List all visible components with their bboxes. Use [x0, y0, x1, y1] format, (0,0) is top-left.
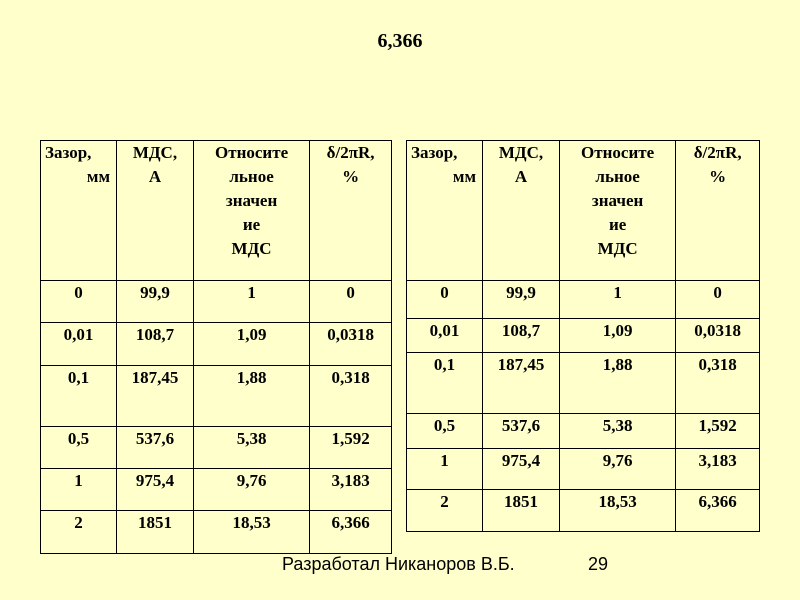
- page-number: 29: [588, 554, 609, 574]
- header-relative-line-1: Относите: [215, 143, 289, 162]
- cell-relative: 5,38: [193, 427, 309, 469]
- header-delta-line-1: δ/2πR,: [326, 143, 375, 162]
- header-mmf: [117, 141, 194, 281]
- cell-mmf: 537,6: [483, 414, 560, 449]
- cell-gap: 0: [41, 281, 117, 323]
- table-row: [41, 427, 392, 469]
- cell-delta: 3,183: [310, 469, 392, 511]
- cell-gap: 0,5: [41, 427, 117, 469]
- cell-mmf: 99,9: [483, 281, 560, 319]
- header-mmf-line-2: А: [148, 167, 162, 186]
- cell-mmf: 1851: [117, 511, 194, 554]
- cell-relative: 1,88: [193, 366, 309, 427]
- table-row: [407, 490, 760, 532]
- cell-gap: 0,1: [407, 353, 483, 414]
- header-relative-line-2: льное: [595, 167, 640, 186]
- header-relative-line-4: ие: [608, 215, 627, 234]
- header-relative-line-3: значен: [591, 191, 644, 210]
- cell-gap: 0,01: [407, 319, 483, 353]
- header-relative-line-3: значен: [225, 191, 278, 210]
- cell-mmf: 108,7: [483, 319, 560, 353]
- header-mmf-line-1: МДС,: [132, 143, 178, 162]
- header-gap-line-1: Зазор,: [411, 143, 458, 162]
- header-delta-line-2: %: [709, 167, 727, 186]
- header-mmf: [483, 141, 560, 281]
- cell-mmf: 187,45: [117, 366, 194, 427]
- cell-relative: 1,09: [559, 319, 675, 353]
- cell-relative: 9,76: [559, 449, 675, 490]
- cell-gap: 1: [41, 469, 117, 511]
- table-row: [407, 414, 760, 449]
- table-row: [407, 281, 760, 319]
- header-relative-line-5: МДС: [231, 239, 272, 258]
- table-row: [41, 323, 392, 366]
- header-relative-line-5: МДС: [597, 239, 638, 258]
- cell-delta: 1,592: [676, 414, 760, 449]
- header-delta-line-1: δ/2πR,: [693, 143, 742, 162]
- cell-mmf: 187,45: [483, 353, 560, 414]
- header-gap-line-1: Зазор,: [45, 143, 92, 162]
- cell-mmf: 99,9: [117, 281, 194, 323]
- cell-mmf: 1851: [483, 490, 560, 532]
- table-row: [41, 281, 392, 323]
- header-relative-mmf: [193, 141, 309, 281]
- cell-gap: 0,01: [41, 323, 117, 366]
- table-row: [407, 319, 760, 353]
- cell-relative: 1,09: [193, 323, 309, 366]
- cell-gap: 0: [407, 281, 483, 319]
- cell-delta: 0: [310, 281, 392, 323]
- cell-gap: 0,1: [41, 366, 117, 427]
- table-left: [40, 140, 392, 554]
- table-row: [41, 511, 392, 554]
- table-row: [407, 449, 760, 490]
- table-row: [41, 366, 392, 427]
- header-mmf-line-1: МДС,: [498, 143, 544, 162]
- cell-gap: 2: [41, 511, 117, 554]
- header-delta: [676, 141, 760, 281]
- table-right: [406, 140, 760, 532]
- cell-relative: 1,88: [559, 353, 675, 414]
- cell-relative: 1: [193, 281, 309, 323]
- cell-mmf: 108,7: [117, 323, 194, 366]
- cell-delta: 0,318: [676, 353, 760, 414]
- header-gap: [407, 141, 483, 281]
- table-header-row: [407, 141, 760, 281]
- table-row: [41, 469, 392, 511]
- cell-relative: 18,53: [559, 490, 675, 532]
- cell-delta: 0,0318: [676, 319, 760, 353]
- header-delta: [310, 141, 392, 281]
- header-relative-mmf: [559, 141, 675, 281]
- cell-delta: 1,592: [310, 427, 392, 469]
- cell-mmf: 975,4: [117, 469, 194, 511]
- cell-delta: 3,183: [676, 449, 760, 490]
- header-gap-line-2: мм: [452, 167, 477, 186]
- cell-delta: 6,366: [310, 511, 392, 554]
- slide-top-value: 6,366: [377, 30, 423, 52]
- cell-delta: 0,0318: [310, 323, 392, 366]
- table-row: [407, 353, 760, 414]
- header-mmf-line-2: А: [514, 167, 528, 186]
- cell-gap: 2: [407, 490, 483, 532]
- cell-gap: 0,5: [407, 414, 483, 449]
- cell-delta: 0: [676, 281, 760, 319]
- header-gap: [41, 141, 117, 281]
- cell-mmf: 975,4: [483, 449, 560, 490]
- cell-relative: 5,38: [559, 414, 675, 449]
- cell-delta: 6,366: [676, 490, 760, 532]
- header-relative-line-2: льное: [229, 167, 274, 186]
- header-relative-line-4: ие: [242, 215, 261, 234]
- cell-gap: 1: [407, 449, 483, 490]
- footer-author: Разработал Никаноров В.Б.: [282, 554, 515, 574]
- header-relative-line-1: Относите: [581, 143, 655, 162]
- cell-relative: 18,53: [193, 511, 309, 554]
- header-delta-line-2: %: [342, 167, 360, 186]
- header-gap-line-2: мм: [86, 167, 111, 186]
- cell-relative: 1: [559, 281, 675, 319]
- cell-delta: 0,318: [310, 366, 392, 427]
- cell-relative: 9,76: [193, 469, 309, 511]
- table-header-row: [41, 141, 392, 281]
- cell-mmf: 537,6: [117, 427, 194, 469]
